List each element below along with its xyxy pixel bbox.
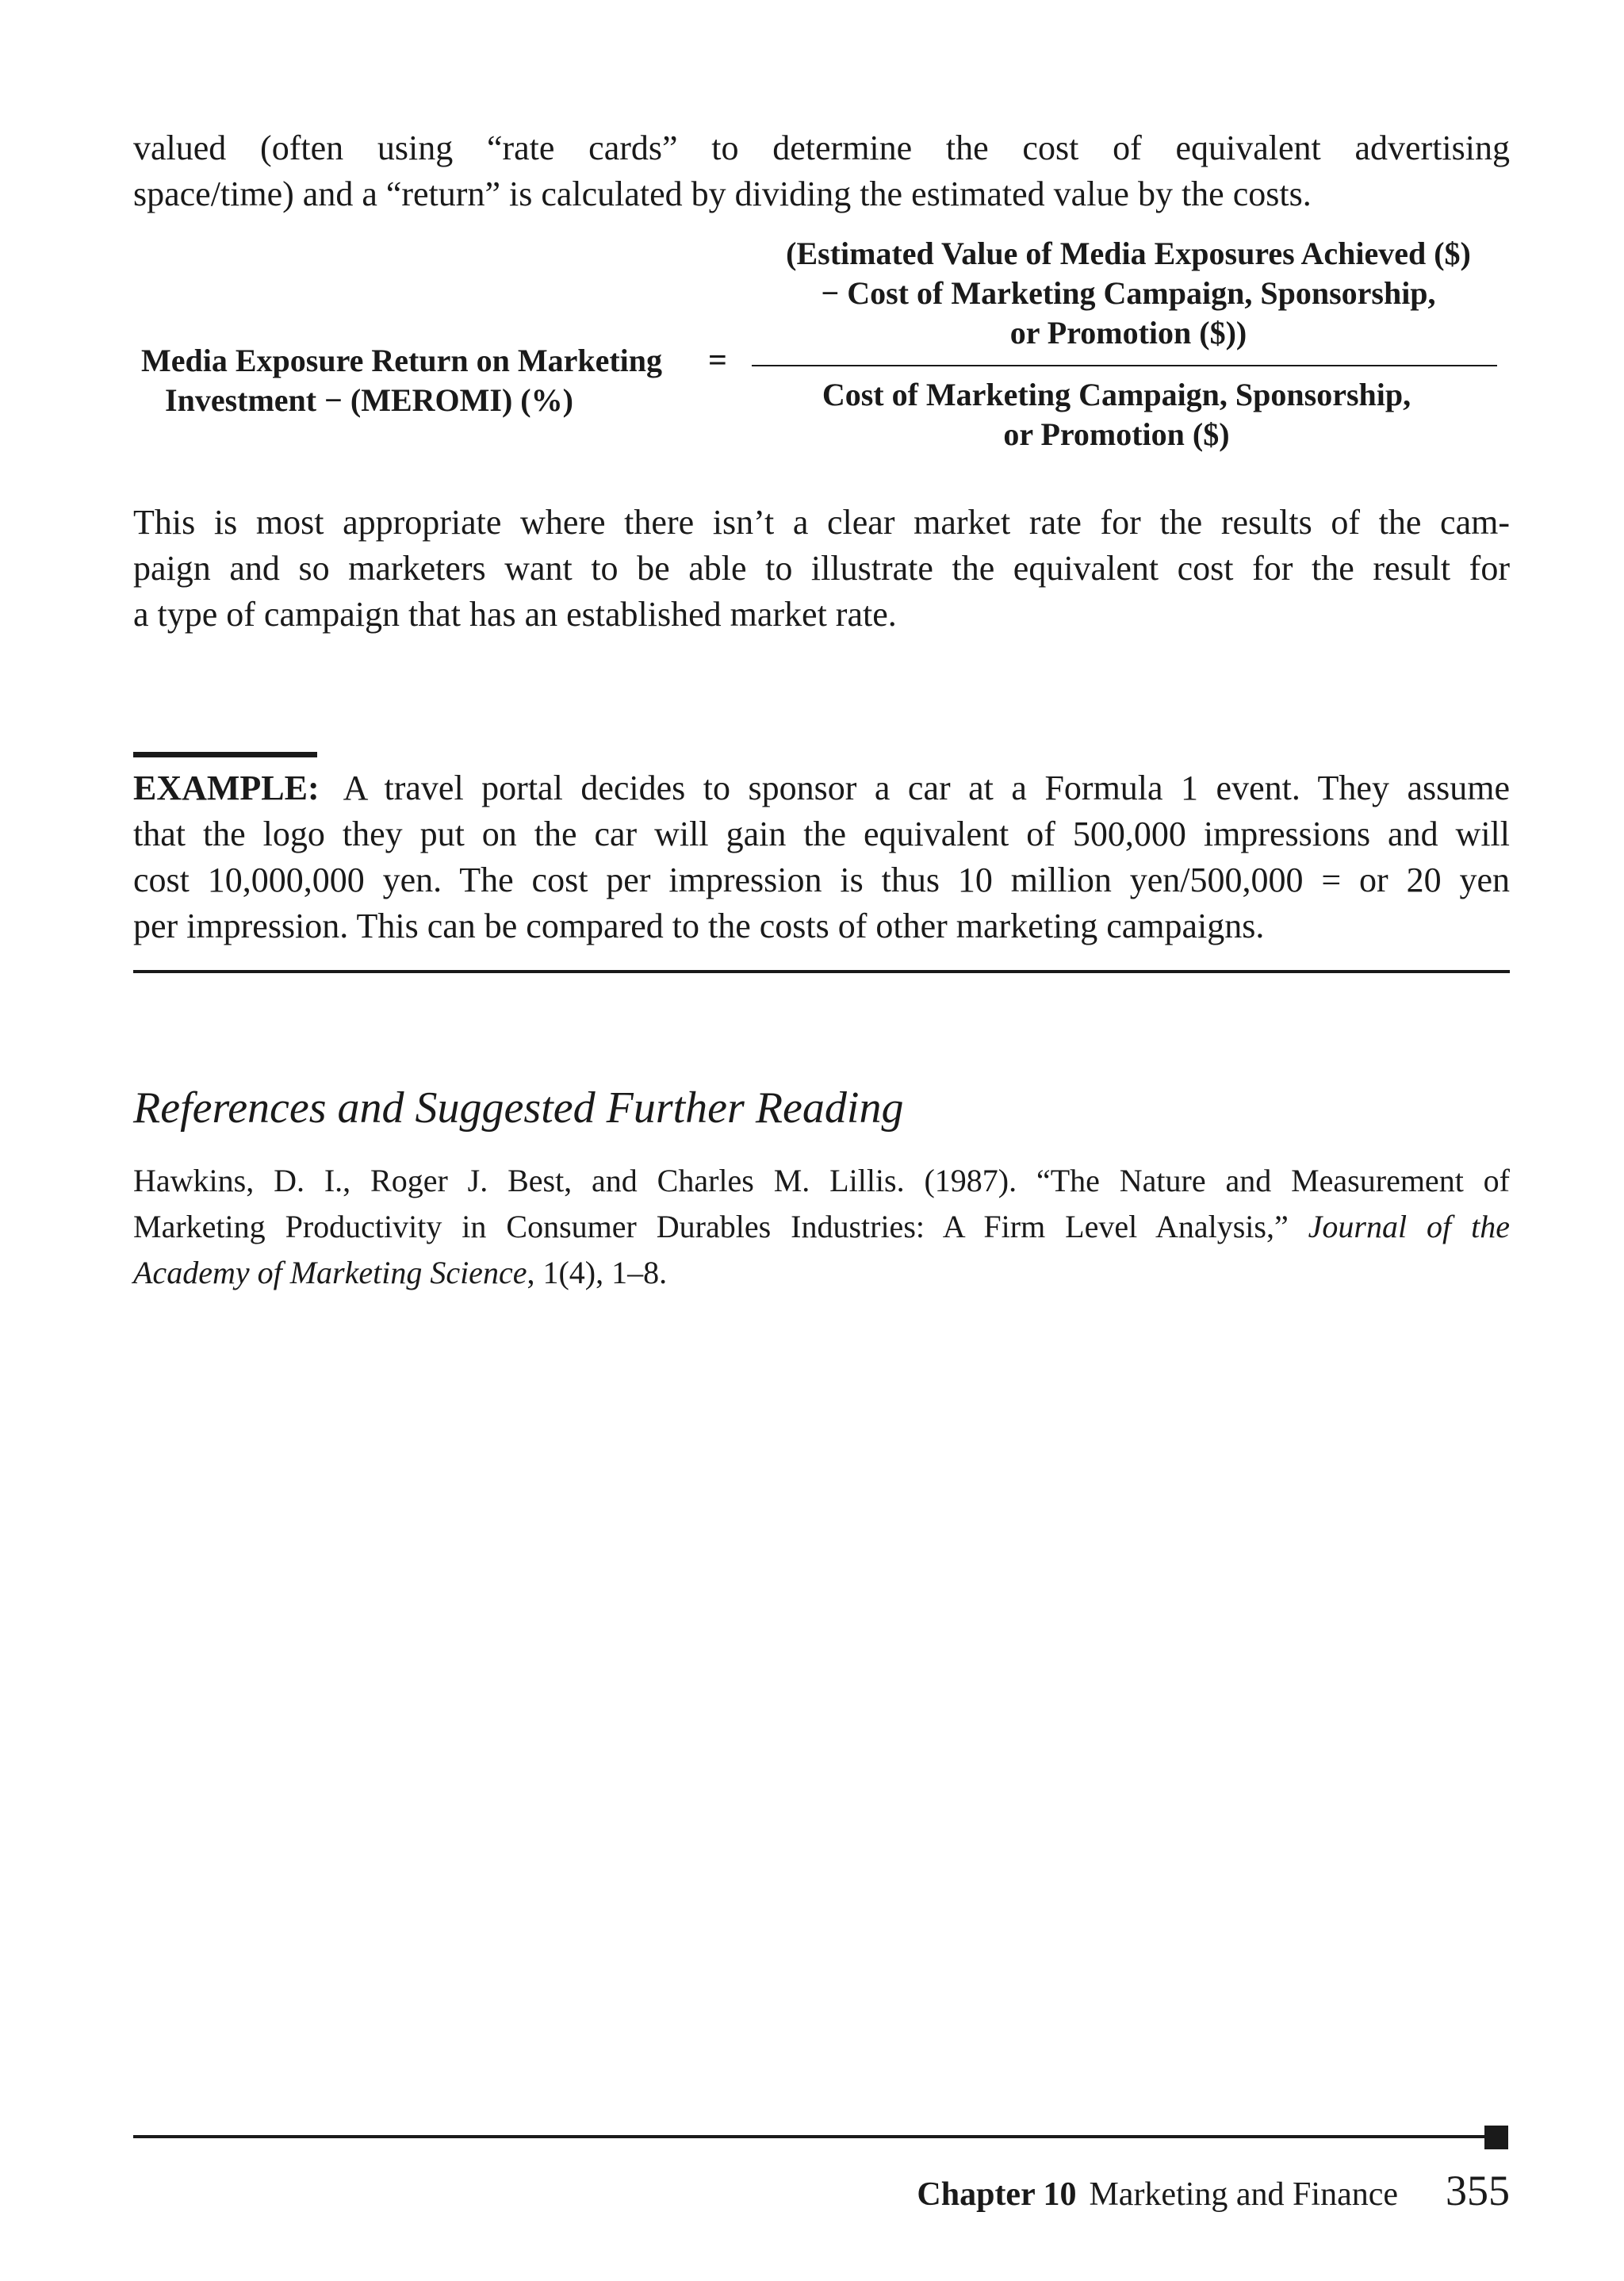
denominator-line: or Promotion ($) bbox=[1003, 416, 1230, 452]
formula-denominator bbox=[752, 375, 1481, 454]
formula-lhs bbox=[141, 341, 855, 420]
page-number: 355 bbox=[1446, 2167, 1510, 2214]
example-text: A travel portal decides to sponsor a car at a Formula 1 event. They assume bbox=[343, 769, 1510, 807]
reference-line bbox=[133, 1204, 1510, 1250]
reference-line: Hawkins, D. I., Roger J. Best, and Charles M. Lillis. (1987). “The Nature and Measurement of bbox=[133, 1163, 1510, 1198]
reference-text: Marketing Productivity in Consumer Durables Industries: A Firm Level Analysis,” bbox=[133, 1209, 1308, 1244]
formula-equals: = bbox=[708, 343, 727, 379]
example-label: EXAMPLE: bbox=[133, 769, 320, 807]
reference-line bbox=[133, 1250, 1510, 1296]
intro-paragraph bbox=[133, 125, 1510, 217]
example-bottom-rule bbox=[133, 970, 1510, 973]
numerator-line: or Promotion ($)) bbox=[1009, 315, 1247, 351]
numerator-line: − Cost of Marketing Campaign, Sponsorship, bbox=[821, 275, 1436, 311]
example-top-rule bbox=[133, 752, 317, 757]
references-heading: References and Suggested Further Reading bbox=[133, 1083, 904, 1133]
footer-square-marker bbox=[1484, 2126, 1508, 2149]
example-block bbox=[133, 765, 1510, 949]
footer-chapter: Chapter 10 bbox=[917, 2176, 1077, 2213]
meromi-formula bbox=[133, 234, 1510, 464]
footer-rule bbox=[133, 2135, 1496, 2138]
numerator-line: (Estimated Value of Media Exposures Achieved ($) bbox=[786, 236, 1471, 271]
intro-line: space/time) and a “return” is calculated by dividing the estimated value by the costs. bbox=[133, 174, 1312, 213]
journal-title: Journal of the bbox=[1308, 1209, 1510, 1244]
reference-entry bbox=[133, 1158, 1510, 1296]
formula-lhs-line: Investment − (MEROMI) (%) bbox=[165, 382, 573, 418]
example-line: per impression. This can be compared to the costs of other marketing campaigns. bbox=[133, 907, 1265, 945]
running-footer bbox=[917, 2165, 1510, 2220]
intro-line: valued (often using “rate cards” to determine the cost of equivalent advertising bbox=[133, 128, 1510, 167]
formula-lhs-line: Media Exposure Return on Marketing bbox=[141, 343, 663, 378]
journal-title: Academy of Marketing Science bbox=[133, 1255, 527, 1290]
example-line bbox=[133, 765, 1510, 811]
body-line: paign and so marketers want to be able to illustrate the equivalent cost for the result for bbox=[133, 549, 1510, 588]
body-paragraph bbox=[133, 500, 1510, 638]
reference-tail: , 1(4), 1–8. bbox=[527, 1255, 668, 1290]
body-line: a type of campaign that has an established market rate. bbox=[133, 595, 897, 634]
example-line: that the logo they put on the car will gain the equivalent of 500,000 impressions and will bbox=[133, 815, 1510, 853]
denominator-line: Cost of Marketing Campaign, Sponsorship, bbox=[822, 377, 1411, 412]
formula-numerator bbox=[752, 234, 1505, 353]
example-line: cost 10,000,000 yen. The cost per impression is thus 10 million yen/500,000 = or 20 yen bbox=[133, 861, 1510, 899]
fraction-bar bbox=[752, 365, 1497, 366]
body-line: This is most appropriate where there isn’t a clear market rate for the results of the cam- bbox=[133, 503, 1510, 542]
footer-chapter-title: Marketing and Finance bbox=[1089, 2176, 1398, 2213]
